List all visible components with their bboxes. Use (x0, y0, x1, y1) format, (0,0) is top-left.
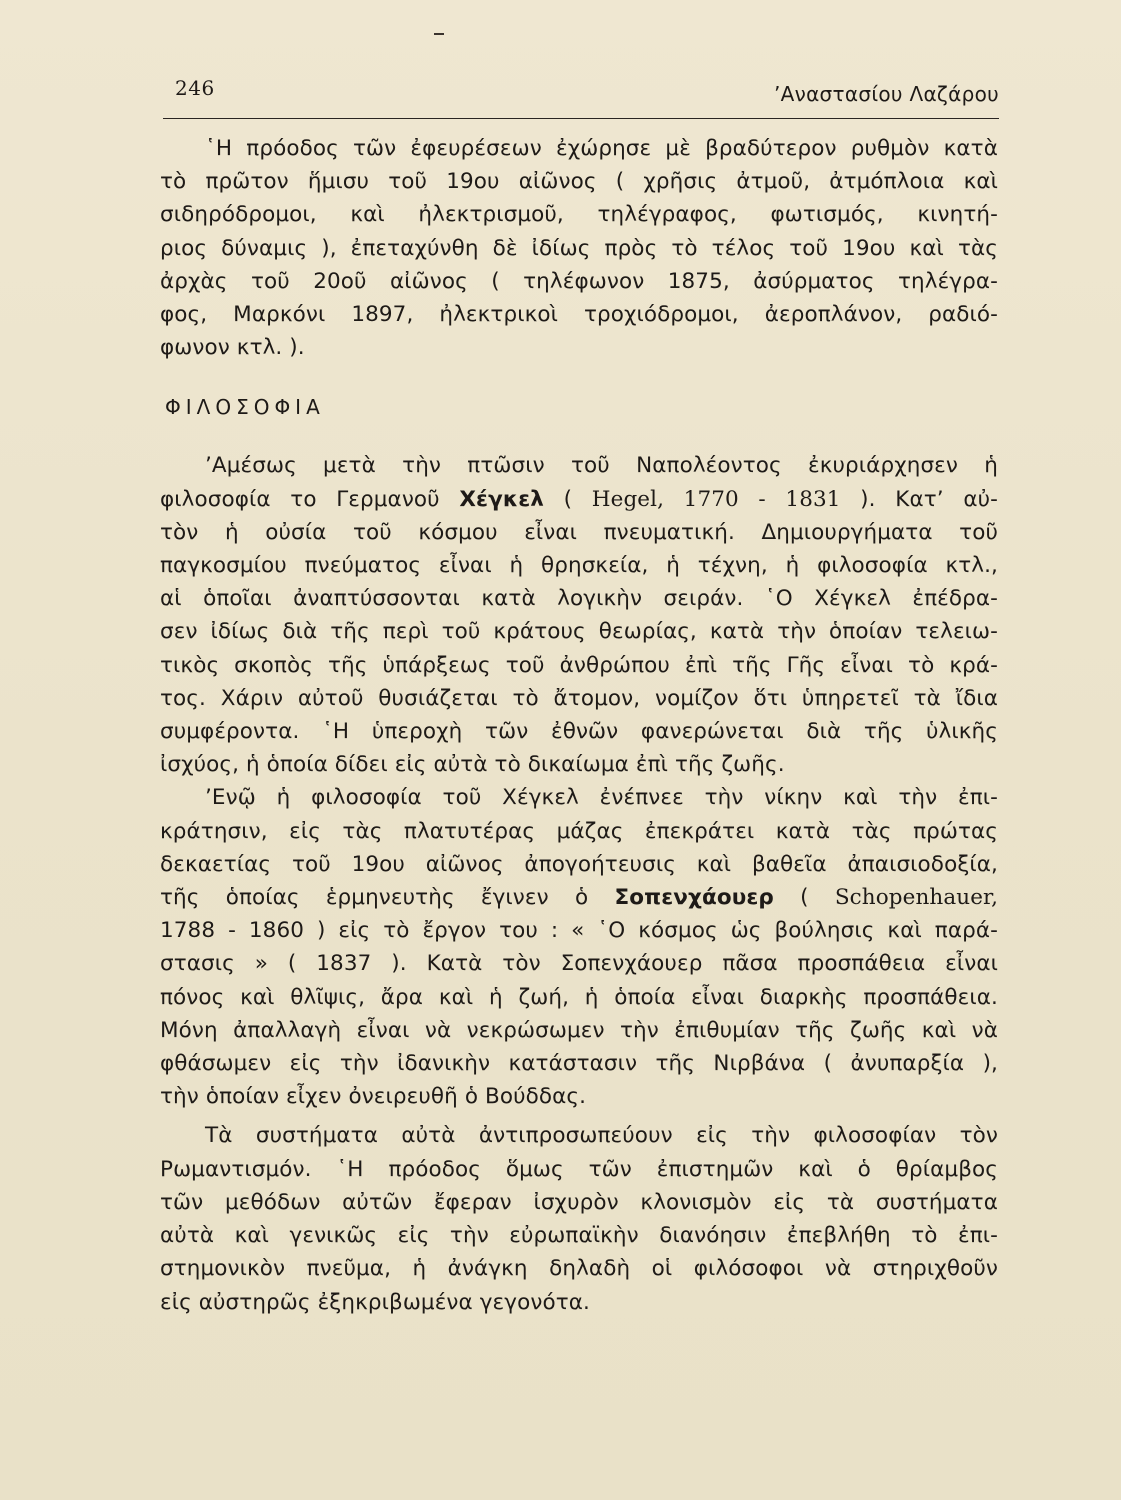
text-line: τος. Χάριν αὐτοῦ θυσιάζεται τὸ ἄτομον, νομίζον ὅτι ὑπηρετεῖ τὰ ἴδια (160, 685, 998, 711)
text-line: ῾Η πρόοδος τῶν ἐφευρέσεων ἐχώρησε μὲ βραδύτερον ρυθμὸν κατὰ (205, 136, 998, 161)
text-line: τὴν ὁποίαν εἶχεν ὀνειρευθῆ ὁ Βούδδας. (160, 1084, 587, 1110)
name-schopenhauer-latin: Schopenhauer, (834, 885, 999, 911)
text-line: τῶν μεθόδων αὐτῶν ἔφεραν ἰσχυρὸν κλονισμὸν εἰς τὰ συστήματα (160, 1189, 998, 1215)
text-line: παγκοσμίου πνεύματος εἶναι ἡ θρησκεία, ἡ τέχνη, ἡ φιλοσοφία κτλ., (160, 553, 998, 579)
text-line: 1788 - 1860 ) εἰς τὸ ἔργον του : « ῾Ο κόσμος ὡς βούλησις καὶ παρά- (160, 918, 998, 944)
text-line-schopenhauer (160, 881, 998, 914)
name-hegel: Χέγκελ (459, 486, 544, 512)
text-line: σεν ἰδίως διὰ τῆς περὶ τοῦ κράτους θεωρίας, κατὰ τὴν ὁποίαν τελειω- (160, 619, 998, 645)
text-line: Μόνη ἀπαλλαγὴ εἶναι νὰ νεκρώσωμεν τὴν ἐπιθυμίαν τῆς ζωῆς καὶ νὰ (160, 1017, 998, 1043)
page-number: 246 (175, 76, 215, 100)
text-span: ( (544, 486, 592, 512)
text-line: τὸ πρῶτον ἥμισυ τοῦ 19ου αἰῶνος ( χρῆσις ἀτμοῦ, ἀτμόπλοια καὶ (160, 169, 998, 195)
text-line: εἰς αὐστηρῶς ἐξηκριβωμένα γεγονότα. (160, 1289, 590, 1315)
text-line: τὸν ἡ οὐσία τοῦ κόσμου εἶναι πνευματική. Δημιουργήματα τοῦ (160, 519, 998, 545)
paragraph-inventions (160, 132, 998, 364)
body-text (160, 132, 998, 1319)
text-line: συμφέροντα. ῾Η ὑπεροχὴ τῶν ἐθνῶν φανερώνεται διὰ τῆς ὑλικῆς (160, 719, 998, 745)
text-span: φιλοσοφία το Γερμανοῦ (160, 486, 460, 512)
text-line: σιδηρόδρομοι, καὶ ἠλεκτρισμοῦ, τηλέγραφος, φωτισμός, κινητή- (160, 202, 998, 228)
running-head: ’Αναστασίου Λαζάρου (773, 82, 999, 106)
text-line: στημονικὸν πνεῦμα, ἡ ἀνάγκη δηλαδὴ οἱ φιλόσοφοι νὰ στηριχθοῦν (160, 1256, 998, 1282)
text-line: ἀρχὰς τοῦ 20οῦ αἰῶνος ( τηλέφωνον 1875, ἀσύρματος τηλέγρα- (160, 268, 998, 294)
text-line: Ρωμαντισμόν. ῾Η πρόοδος ὅμως τῶν ἐπιστημῶν καὶ ὁ θρίαμβος (160, 1156, 998, 1182)
text-line: δεκαετίας τοῦ 19ου αἰῶνος ἀπογοήτευσις καὶ βαθεῖα ἀπαισιοδοξία, (160, 851, 998, 877)
paragraph-schopenhauer (160, 781, 998, 1113)
text-line-hegel (160, 483, 998, 516)
text-line: ’Αμέσως μετὰ τὴν πτῶσιν τοῦ Ναπολέοντος ἐκυριάρχησεν ἡ (205, 453, 998, 479)
text-line: αὐτὰ καὶ γενικῶς εἰς τὴν εὐρωπαϊκὴν διανόησιν ἐπεβλήθη τὸ ἐπι- (160, 1223, 998, 1249)
text-line: ριος δύναμις ), ἐπεταχύνθη δὲ ἰδίως πρὸς τὸ τέλος τοῦ 19ου καὶ τὰς (160, 235, 998, 261)
text-line: κράτησιν, εἰς τὰς πλατυτέρας μάζας ἐπεκράτει κατὰ τὰς πρώτας (160, 818, 998, 844)
paragraph-romanticism (160, 1119, 998, 1318)
text-line: στασις » ( 1837 ). Κατὰ τὸν Σοπενχάουερ πᾶσα προσπάθεια εἶναι (160, 951, 998, 977)
paragraph-hegel (160, 449, 998, 781)
text-span: ( (773, 885, 835, 911)
page-header (163, 72, 999, 119)
text-line: πόνος καὶ θλῖψις, ἄρα καὶ ἡ ζωή, ἡ ὁποία εἶναι διαρκὴς προσπάθεια. (160, 984, 998, 1010)
text-line: τικὸς σκοπὸς τῆς ὑπάρξεως τοῦ ἀνθρώπου ἐπὶ τῆς Γῆς εἶναι τὸ κρά- (160, 652, 998, 678)
text-line: ἰσχύος, ἡ ὁποία δίδει εἰς αὐτὰ τὸ δικαίωμα ἐπὶ τῆς ζωῆς. (160, 752, 785, 778)
text-line: αἱ ὁποῖαι ἀναπτύσσονται κατὰ λογικὴν σειράν. ῾Ο Χέγκελ ἐπέδρα- (160, 586, 998, 612)
text-line: ’Ενῷ ἡ φιλοσοφία τοῦ Χέγκελ ἐνέπνεε τὴν νίκην καὶ τὴν ἐπι- (205, 785, 998, 811)
print-speck (434, 33, 444, 35)
section-heading: ΦΙΛΟΣΟΦΙΑ (165, 395, 325, 420)
text-span: ). Κατ’ αὐ- (840, 486, 998, 512)
name-schopenhauer: Σοπενχάουερ (614, 885, 774, 911)
name-hegel-latin: Hegel, 1770 - 1831 (591, 486, 841, 512)
text-span: τῆς ὁποίας ἑρμηνευτὴς ἔγινεν ὁ (160, 885, 615, 911)
text-line: Τὰ συστήματα αὐτὰ ἀντιπροσωπεύουν εἰς τὴν φιλοσοφίαν τὸν (205, 1123, 998, 1149)
text-line: φωνον κτλ. ). (160, 335, 305, 361)
text-line: φθάσωμεν εἰς τὴν ἰδανικὴν κατάστασιν τῆς Νιρβάνα ( ἀνυπαρξία ), (160, 1051, 998, 1077)
text-line: φος, Μαρκόνι 1897, ἠλεκτρικοὶ τροχιόδρομοι, ἀεροπλάνον, ραδιό- (160, 302, 998, 328)
